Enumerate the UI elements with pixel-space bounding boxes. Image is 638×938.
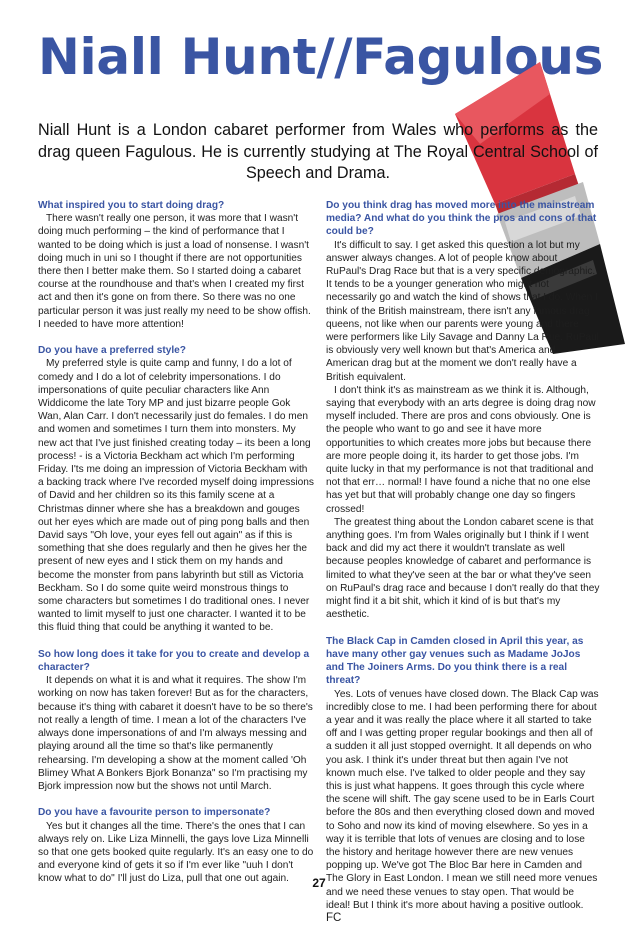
left-column [38,199,314,899]
answer-text: Yes but it changes all the time. There's the ones that I can always rely on. Like Liza Minnelli, the gays love Liza Minnelli so that one gets booked quite regularly. It's an easy one to do and everyone kind of gets it so if I'm ever like "uuh I don't know what to do" I'll just do Liza, pull that one out again. [38,820,314,885]
answer-paragraph [326,239,600,622]
answer-text: My preferred style is quite camp and funny, I do a lot of comedy and I do a lot of celebrity impersonations. I do impersonations of quite peculiar characters like Ann Widdicome the late Tory MP and just bizarre people Gok Wan, Alan Carr. I don't necessarily just do females. I do men and women and sometimes I turn them into monsters. My new act that I've just finished creating today – its been a long process! - is a Victoria Beckham act which I'm performing Friday. I'ts me doing an impression of Victoria Beckham with a backing track where I've recorded myself doing impressions of David and her children so its this family scene at a Christmas dinner where she has a breakdown and gouges out her eyes which are made out of ping pong balls and then David says "Oh love, your eyes fell out again" as if this is something that she does regularly and then he gives her the present of new eyes and I stick them on my hands and become the monster from pans labyrinth but still as Victoria Beckham. So I do some quite weird monstrous things to some characters but sometimes I do traditional ones. I never wanted to limit myself to just one character. I wanted it to be this fluid thing that could be anything it wanted to be. [38,358,314,634]
answer-text: It depends on what it is and what it requires. The show I'm working on now has taken forever! But as for the characters, because it's thing with cabaret it doesn't have to be so there's not really a length of time. I mean a lot of the characters I've always done impersonations of and I'm always messing and playing around all the time so that's like permanently rehearsing. I'm developing a show at the moment called 'Oh Blimey What A Bonkers Bjork Bonanza" so I'm practising my Bjork impression now but the shows not until March. [38,675,313,792]
question-heading: Do you think drag has moved more into the mainstream media? And what do you think the pros and cons of that could be? [326,200,597,238]
answer-text: It's difficult to say. I get asked this question a lot but my answer always changes. A lot of people know about RuPaul's Drag Race but that is a very specific demographic. It tends to be a younger generation who might not necessarily go and watch the kind of shows that I do. When I think of the British mainstream, there isn't any famous drag queens, not like when our parents were young and there were performers like Lily Savage and Danny La Rue. RuPaul is obviously very well known but that's America and American drag but at the moment we don't really have a British equivalent. [326,239,599,383]
answer-paragraph [38,674,314,793]
question-heading: The Black Cap in Camden closed in April this year, as have many other gay venues such as Madame JoJos and The Joiners Arms. Do you think there is a real threat? [326,635,584,687]
right-column [326,199,600,938]
article-title: Niall Hunt//Fagulous [38,28,604,86]
answer-text: There wasn't really one person, it was more that I wasn't doing much performing – the kind of performance that I wanted to be doing which is just a load of nonsense. I wasn't doing much in uni so I thought if there are not opportunities there then I better make them. So I started doing a cabaret course at the roundhouse and that's when I created my first act and then it's gone on from there. So there was no one particular person it was just really my need to be show offish. I needed to have more attention! [38,213,311,330]
question-heading: So how long does it take for you to create and develop a character? [38,648,310,674]
answer-text: The greatest thing about the London cabaret scene is that anything goes. I'm from Wales originally but I think if I went back and did my act there it wouldn't translate as well because peoples knowledge of cabaret and performance is limited to what they've seen at the bar or what they've seen on RuPaul's drag race and because I don't really do that they might find it a bit shit, which it kind of is but that's my aesthetic. [326,516,600,621]
question-heading: What inspired you to start doing drag? [38,200,225,211]
qa-block [38,199,314,331]
qa-block [38,806,314,885]
qa-block [38,648,314,793]
signoff-initials: FC [326,911,342,924]
answer-paragraph [38,212,314,331]
answer-paragraph [38,357,314,634]
answer-text: Yes. Lots of venues have closed down. The Black Cap was incredibly close to me. I had been performing there for about a year and it was really the place where it all started to take off and I was getting proper regular bookings and then all of a sudden it all just stopped overnight. It all depends on who you ask. I think it's under threat but then again I've not known much else. I've talked to older people and they say this is just what happens. It goes through this cycle where the scene will shift. The gay scene used to be in Earls Court before the 80s and then everything closed down and moved to Soho and now its kind of moving elsewhere. So yes in a way it is terrible that lots of venues are closing and to lose the history and heritage however there are new venues popping up. We've got The Bloc Bar here in Camden and The Glory in East London. I mean we still need more venues and we need these venues to stay open. That would be ideal! But I think it's more about having a positive outlook. [326,688,599,911]
qa-block [326,199,600,622]
answer-text: I don't think it's as mainstream as we think it is. Although, saying that everybody with an arts degree is doing drag now myself included. There are pros and cons obviously. One is the people who want to go and see it have more opportunities to which creates more jobs but because there are more people doing it, its harder to get those jobs. I'm quite lucky in that my performance is not that traditional and not that err… normal! I have found a niche that no one else has yet but that will probably change one day so fingers crossed! [326,384,596,515]
question-heading: Do you have a preferred style? [38,345,186,357]
page-number: 27 [312,876,326,890]
question-heading: Do you have a favourite person to impersonate? [38,807,271,819]
qa-block [38,344,314,634]
intro-paragraph: Niall Hunt is a London cabaret performer from Wales who performs as the drag queen Fagulous. He is currently studying at The Royal Central School of Speech and Drama. [38,121,598,182]
